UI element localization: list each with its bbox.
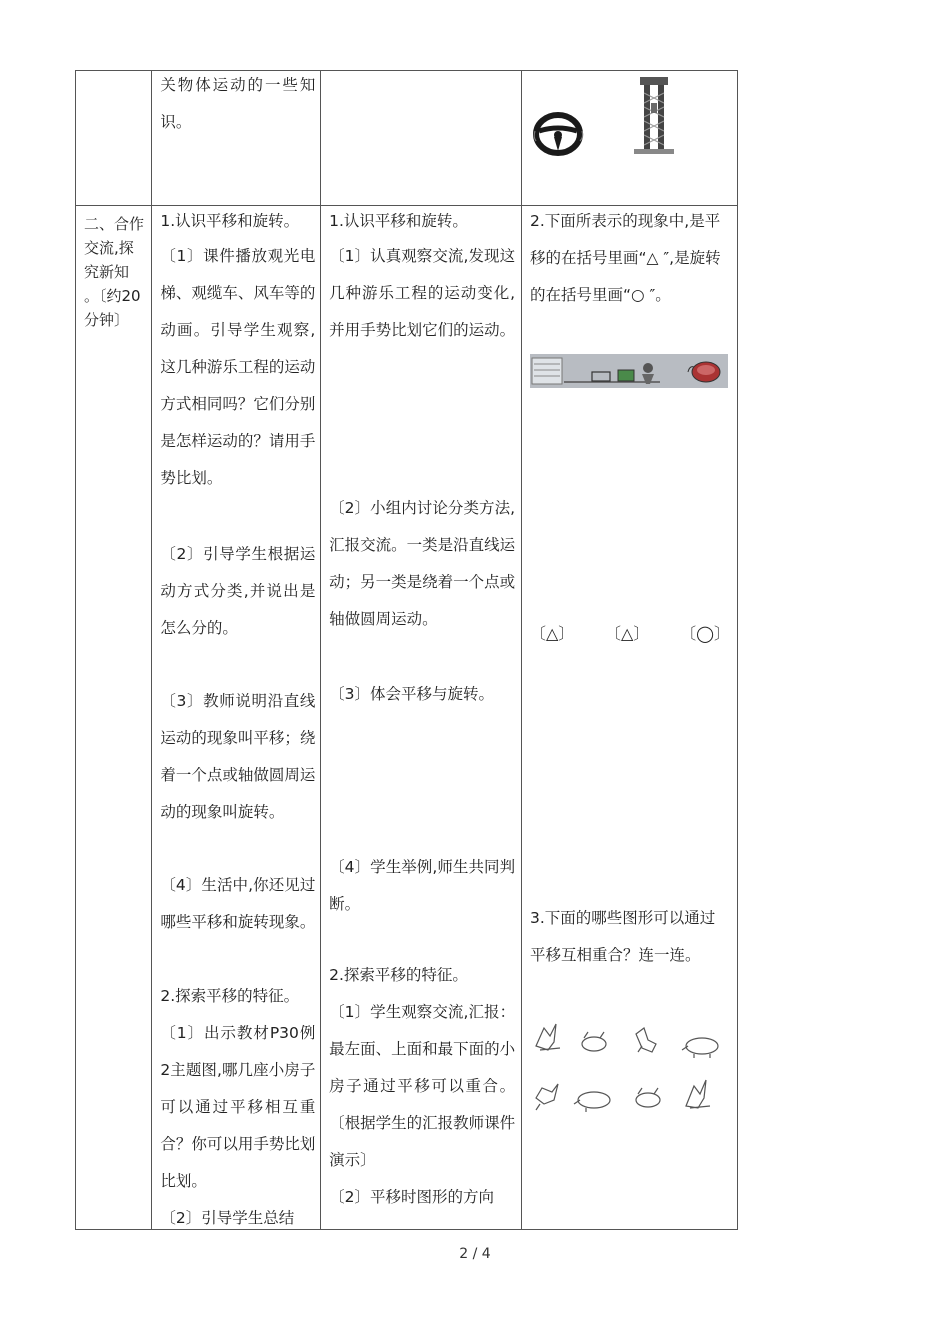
paragraph: 〔2〕平移时图形的方向 [329,1188,494,1206]
paragraph: 关物体运动的一些知识。 [160,76,316,131]
answer-bracket: 〔△〕 [530,624,575,643]
stage-label: 二、合作交流,探究新知 。〔约20分钟〕 [84,215,145,329]
question-2: 2.下面所表示的现象中,是平移的在括号里画“△ ″,是旋转的在括号里画“○ ″。 [530,212,721,304]
paragraph: 〔2〕小组内讨论分类方法,汇报交流。一类是沿直线运动；另一类是绕着一个点或轴做圆周运动。 [329,499,516,628]
paragraph: 〔2〕引导学生总结 [160,1209,295,1227]
paragraph: 〔4〕生活中,你还见过哪些平移和旋转现象。 [160,876,316,931]
table-row [76,206,738,1230]
student-activity-cell [321,206,522,1230]
exercise-cell [522,206,738,1230]
motion-pictures-strip [530,354,728,388]
animal-figures [530,1018,730,1118]
paragraph: 〔3〕教师说明沿直线运动的现象叫平移；绕着一个点或轴做圆周运动的现象叫旋转。 [160,692,316,821]
paragraph: 〔4〕学生举例,师生共同判断。 [329,858,516,913]
question-3: 3.下面的哪些图形可以通过平移互相重合？连一连。 [530,909,716,964]
paragraph: 〔1〕认真观察交流,发现这几种游乐工程的运动变化,并用手势比划它们的运动。 [329,247,516,339]
teacher-activity-cell [152,71,321,206]
paragraph: 2.探索平移的特征。 [160,987,300,1005]
table-row [76,71,738,206]
answer-bracket: 〔◯〕 [680,624,730,643]
paragraph: 〔3〕体会平移与旋转。 [329,685,494,703]
student-activity-cell [321,71,522,206]
page-number: 2 / 4 [459,1246,491,1262]
answer-bracket: 〔△〕 [605,624,650,643]
paragraph: 1.认识平移和旋转。 [329,212,468,230]
paragraph: 1.认识平移和旋转。 [160,212,300,230]
stage-cell [76,71,152,206]
steering-wheel-icon [532,111,586,157]
paragraph: 〔1〕课件播放观光电梯、观缆车、风车等的动画。引导学生观察,这几种游乐工程的运动方式相同吗？它们分别是怎样运动的？请用手势比划。 [160,247,316,487]
paragraph: 〔2〕引导学生根据运动方式分类,并说出是怎么分的。 [160,545,316,637]
paragraph: 〔1〕出示教材P30例2主题图,哪几座小房子可以通过平移相互重合？你可以用手势比划比划。 [160,1024,316,1190]
tower-elevator-icon [630,73,678,157]
paragraph: 2.探索平移的特征。 [329,966,468,984]
stage-cell [76,206,152,1230]
lesson-plan-table [75,70,738,1230]
teacher-activity-cell [152,206,321,1230]
paragraph: 〔1〕学生观察交流,汇报：最左面、上面和最下面的小房子通过平移可以重合。〔根据学生的汇报教师课件演示〕 [329,1003,516,1169]
exercise-cell [522,71,738,206]
answer-brackets [530,621,730,644]
